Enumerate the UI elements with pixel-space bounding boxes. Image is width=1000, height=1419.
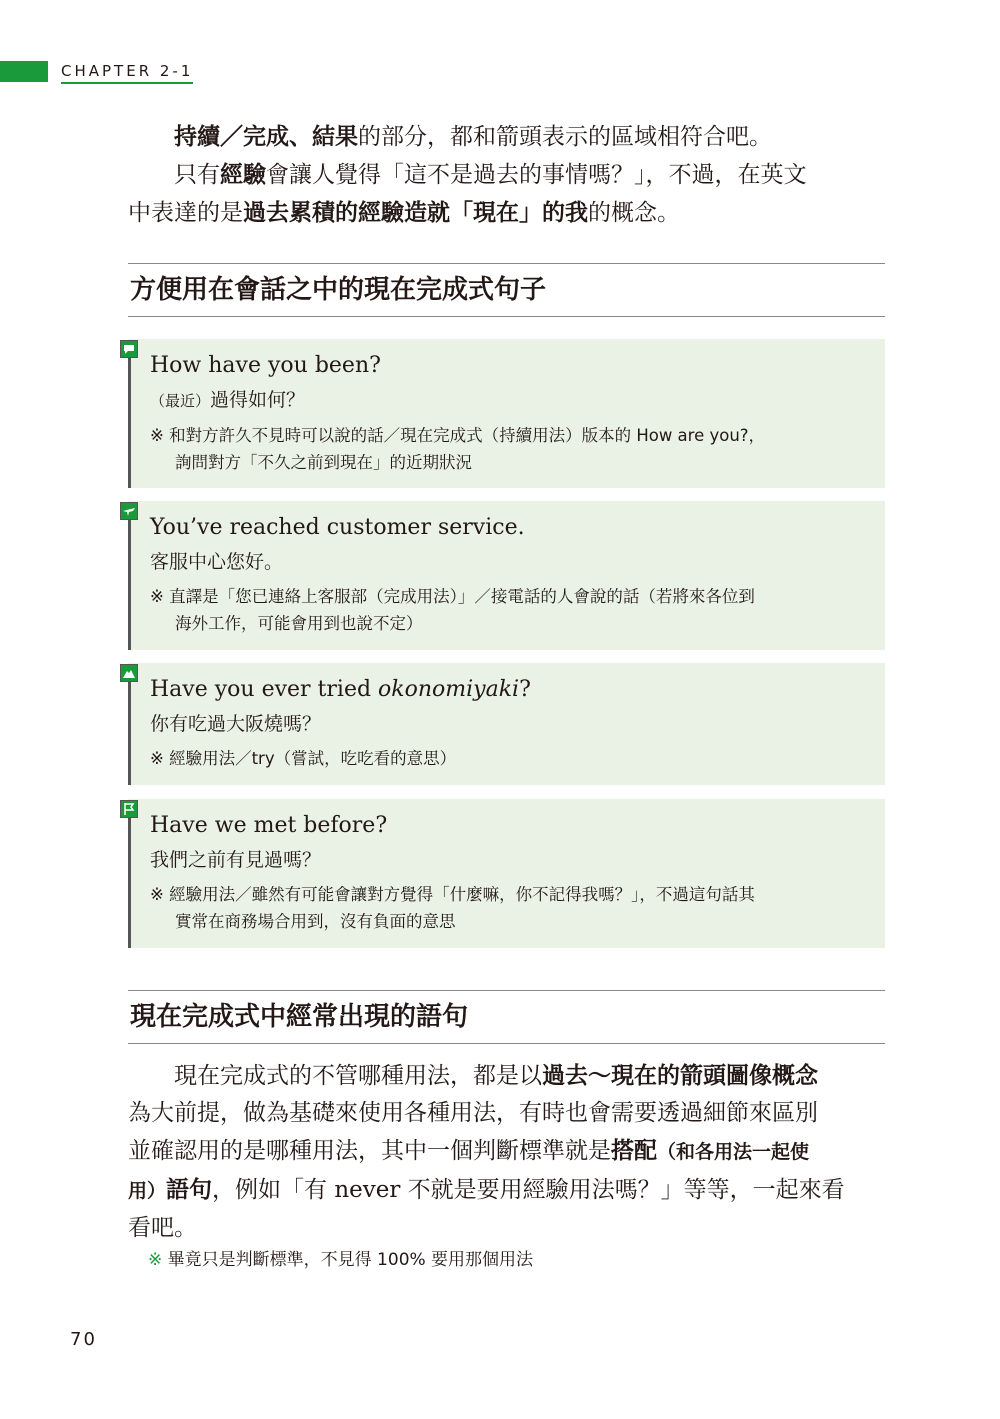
example-translation: 客服中心您好。 (150, 551, 284, 573)
chapter-label: CHAPTER 2-1 (61, 62, 193, 84)
card-rail (128, 347, 131, 488)
example-note: ※ 經驗用法／try（嘗試，吃吃看的意思） (150, 749, 457, 768)
reference-mark: ※ (148, 1250, 163, 1270)
intro-line-1: 持續／完成、結果的部分，都和箭頭表示的區域相符合吧。 (174, 123, 772, 150)
body-line-2: 為大前提，做為基礎來使用各種用法，有時也會需要透過細節來區別 (128, 1100, 818, 1126)
example-english: Have we met before? (150, 813, 388, 838)
chapter-color-bar (0, 61, 48, 82)
example-translation: 我們之前有見過嗎？ (150, 849, 322, 871)
speech-bubble-icon (120, 340, 138, 358)
mountain-icon (120, 664, 138, 682)
example-card (128, 799, 885, 948)
example-note: ※ 經驗用法／雖然有可能會讓對方覺得「什麼嘛，你不記得我嗎？」，不過這句話其 實常在商務場合用到，沒有負面的意思 (150, 885, 755, 931)
example-card (128, 501, 885, 650)
example-translation: （最近）過得如何？ (150, 389, 306, 411)
section-heading-common-phrases (128, 990, 885, 1044)
flag-icon (120, 800, 138, 818)
example-english: You’ve reached customer service. (150, 515, 525, 540)
page-number: 70 (70, 1329, 97, 1350)
body-line-3: 並確認用的是哪種用法，其中一個判斷標準就是搭配（和各用法一起使 (128, 1137, 810, 1164)
example-note: ※ 和對方許久不見時可以說的話／現在完成式（持續用法）版本的 How are you?， 詢問對方「不久之前到現在」的近期狀況 (150, 426, 766, 472)
airplane-icon (120, 502, 138, 520)
intro-line-3: 中表達的是過去累積的經驗造就「現在」的我的概念。 (128, 199, 680, 226)
example-card (128, 663, 885, 785)
body-line-5: 看吧。 (128, 1215, 197, 1241)
section-title: 現在完成式中經常出現的語句 (130, 1002, 469, 1032)
example-english: Have you ever tried okonomiyaki? (150, 677, 531, 702)
body-line-4: 用）語句，例如「有 never 不就是要用經驗用法嗎？」等等，一起來看 (128, 1176, 845, 1203)
card-rail (128, 671, 131, 785)
example-english: How have you been? (150, 353, 381, 378)
example-note: ※ 直譯是「您已連絡上客服部（完成用法）」／接電話的人會說的話（若將來各位到 海外工作，可能會用到也說不定） (150, 587, 755, 633)
card-rail (128, 807, 131, 948)
example-card (128, 339, 885, 488)
body-paragraph (128, 1057, 888, 1247)
section-title: 方便用在會話之中的現在完成式句子 (130, 275, 547, 305)
section-heading-conversation (128, 263, 885, 317)
card-rail (128, 509, 131, 650)
intro-paragraph (128, 118, 888, 232)
body-line-1: 現在完成式的不管哪種用法，都是以過去～現在的箭頭圖像概念 (174, 1062, 818, 1089)
intro-line-2: 只有經驗會讓人覺得「這不是過去的事情嗎？」，不過，在英文 (174, 161, 807, 188)
example-translation: 你有吃過大阪燒嗎？ (150, 713, 322, 735)
footnote: ※ 畢竟只是判斷標準，不見得 100% 要用那個用法 (148, 1250, 534, 1270)
